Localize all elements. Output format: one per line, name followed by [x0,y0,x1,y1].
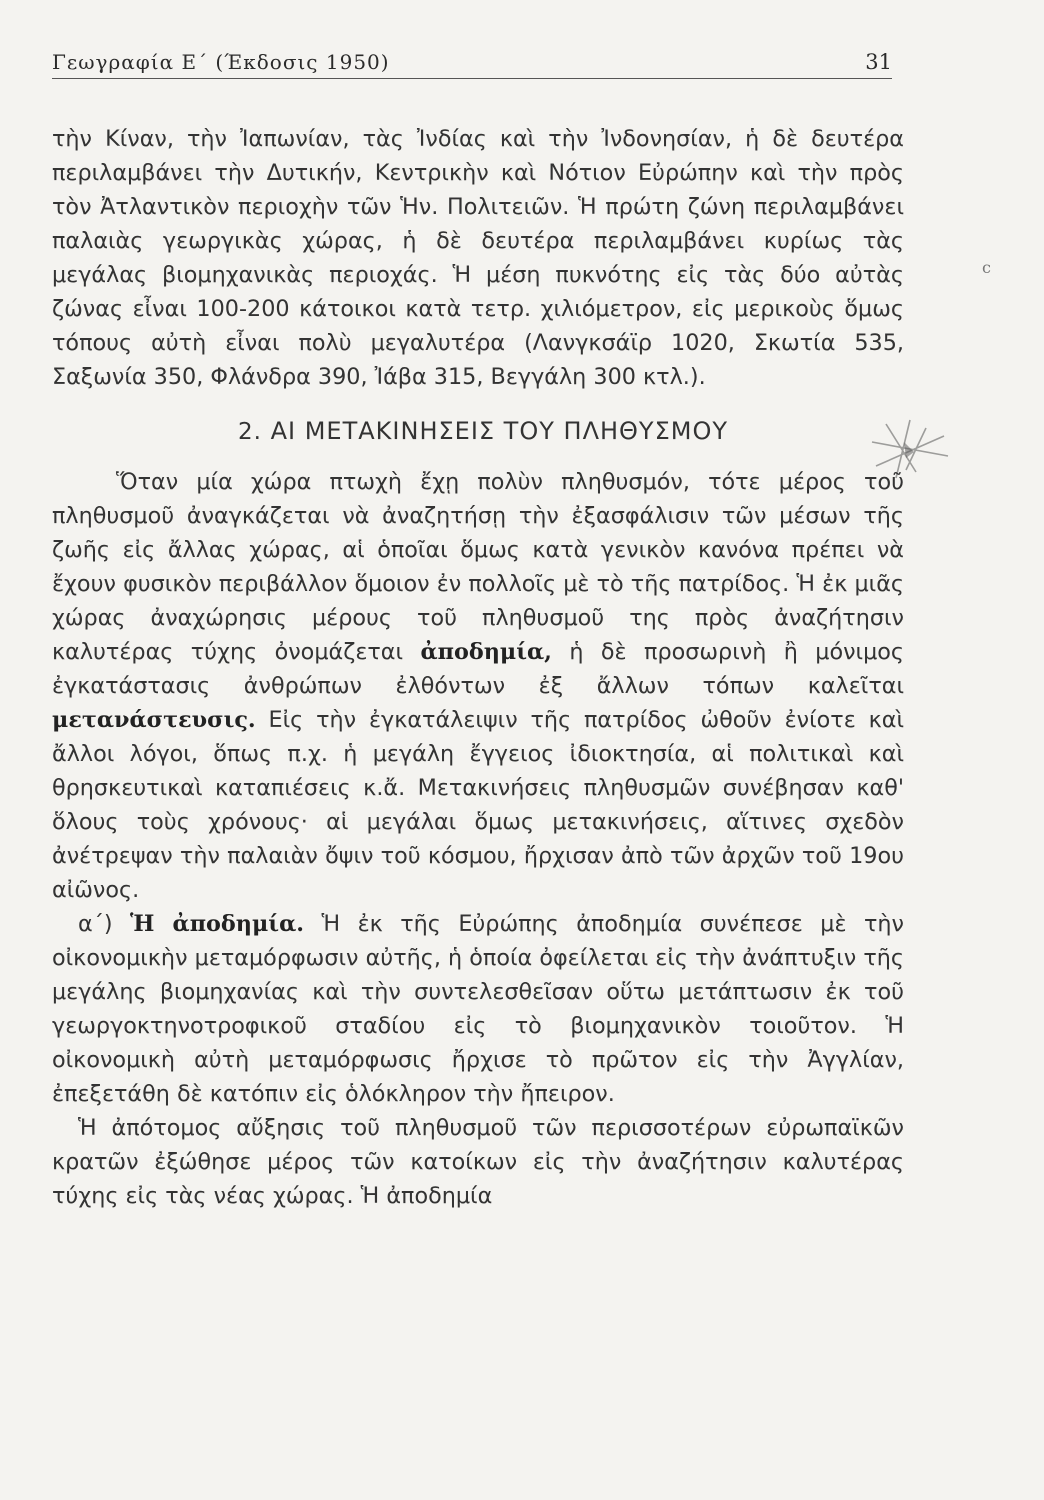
text-segment: Ὅταν μία χώρα πτωχὴ ἔχῃ πολὺν πληθυσμόν, τότε μέρος τοῦ πληθυσμοῦ ἀναγκάζεται νὰ ἀναζητήσῃ τὴν ἐξασφάλισιν τῶν μέσων τῆς ζωῆς εἰς ἄλλας χώρας, αἱ ὁποῖαι ὅμως κατὰ γενικὸν κανόνα πρέπει νὰ ἔχουν φυσικὸν περιβάλλον ὅμοιον ἐν πολλοῖς μὲ τὸ τῆς πατρίδος. Ἡ ἐκ μιᾶς χώρας ἀναχώρησις μέρους τοῦ πληθυσμοῦ της πρὸς ἀναζήτησιν καλυτέρας τύχης ὀνομάζεται [52,469,904,665]
term-emigration: ἀποδημία, [420,639,552,665]
section-title: ΑΙ ΜΕΤΑΚΙΝΗΣΕΙΣ ΤΟΥ ΠΛΗΘΥΣΜΟΥ [270,417,729,445]
page-number: 31 [865,50,892,74]
paragraph-migration-intro [52,465,904,907]
section-number: 2. [238,419,262,445]
section-heading [52,414,904,449]
margin-mark: c [982,258,991,277]
subsection-term: Ἡ ἀποδημία. [130,911,305,937]
running-title: Γεωγραφία Ε΄ (Έκδοσις 1950) [52,50,390,74]
text-segment: ἡ δὲ προσωρινὴ ἢ μόνιμος ἐγκατάστασις ἀνθρώπων ἐλθόντων ἐξ ἄλλων τόπων καλεῖται [52,639,905,699]
paragraph-population-growth: Ἡ ἀπότομος αὔξησις τοῦ πληθυσμοῦ τῶν περισσοτέρων εὐρωπαϊκῶν κρατῶν ἐξώθησε μέρος τῶν κατοίκων εἰς τὴν ἀναζήτησιν καλυτέρας τύχης εἰς τὰς νέας χώρας. Ἡ ἀποδημία [52,1115,904,1209]
text-segment: Εἰς τὴν ἐγκατάλειψιν τῆς πατρίδος ὠθοῦν ἐνίοτε καὶ ἄλλοι λόγοι, ὅπως π.χ. ἡ μεγάλη ἔγγειος ἰδιοκτησία, αἱ πολιτικαὶ καὶ θρησκευτικαὶ καταπιέσεις κ.ἄ. Μετακινήσεις πληθυσμῶν συνέβησαν καθ' ὅλους τοὺς χρόνους· αἱ μεγάλαι ὅμως μετακινήσεις, αἵτινες σχεδὸν ἀνέτρεψαν τὴν παλαιὰν ὄψιν τοῦ κόσμου, ἤρχισαν ἀπὸ τῶν ἀρχῶν τοῦ 19ου αἰῶνος. [52,707,904,903]
paragraph-population-density: τὴν Κίναν, τὴν Ἰαπωνίαν, τὰς Ἰνδίας καὶ τὴν Ἰνδονησίαν, ἡ δὲ δευτέρα περιλαμβάνει τὴν Δυτικήν, Κεντρικὴν καὶ Νότιον Εὐρώπην καὶ τὴν πρὸς τὸν Ἀτλαντικὸν περιοχὴν τῶν Ἡν. Πολιτειῶν. Ἡ πρώτη ζώνη περιλαμβάνει παλαιὰς γεωργικὰς χώρας, ἡ δὲ δευτέρα περιλαμβάνει κυρίως τὰς μεγάλας βιομηχανικὰς περιοχάς. Ἡ μέση πυκνότης εἰς τὰς δύο αὐτὰς ζώνας εἶναι 100-200 κάτοικοι κατὰ τετρ. χιλιόμετρον, εἰς μερικοὺς ὅμως τόπους αὐτὴ εἶναι πολὺ μεγαλυτέρα (Λανγκσάϊρ 1020, Σκωτία 535, Σαξωνία 350, Φλάνδρα 390, Ἰάβα 315, Βεγγάλη 300 κτλ.). [52,126,904,390]
subsection-label: α΄) [78,911,113,937]
running-header [52,50,892,79]
page-body [52,122,904,1213]
term-immigration: μετανάστευσις. [52,707,256,733]
text-segment: Ἡ ἐκ τῆς Εὐρώπης ἀποδημία συνέπεσε μὲ τὴν οἰκονομικὴν μεταμόρφωσιν αὐτῆς, ἡ ὁποία ὀφείλεται εἰς τὴν ἀνάπτυξιν τῆς μεγάλης βιομηχανίας καὶ τὴν συντελεσθεῖσαν οὕτω μετάπτωσιν ἐκ τοῦ γεωργοκτηνοτροφικοῦ σταδίου εἰς τὸ βιομηχανικὸν τοιοῦτον. Ἡ οἰκονομικὴ αὐτὴ μεταμόρφωσις ἤρχισε τὸ πρῶτον εἰς τὴν Ἀγγλίαν, ἐπεξετάθη δὲ κατόπιν εἰς ὁλόκληρον τὴν ἤπειρον. [52,911,905,1107]
paragraph-emigration [52,907,904,1111]
